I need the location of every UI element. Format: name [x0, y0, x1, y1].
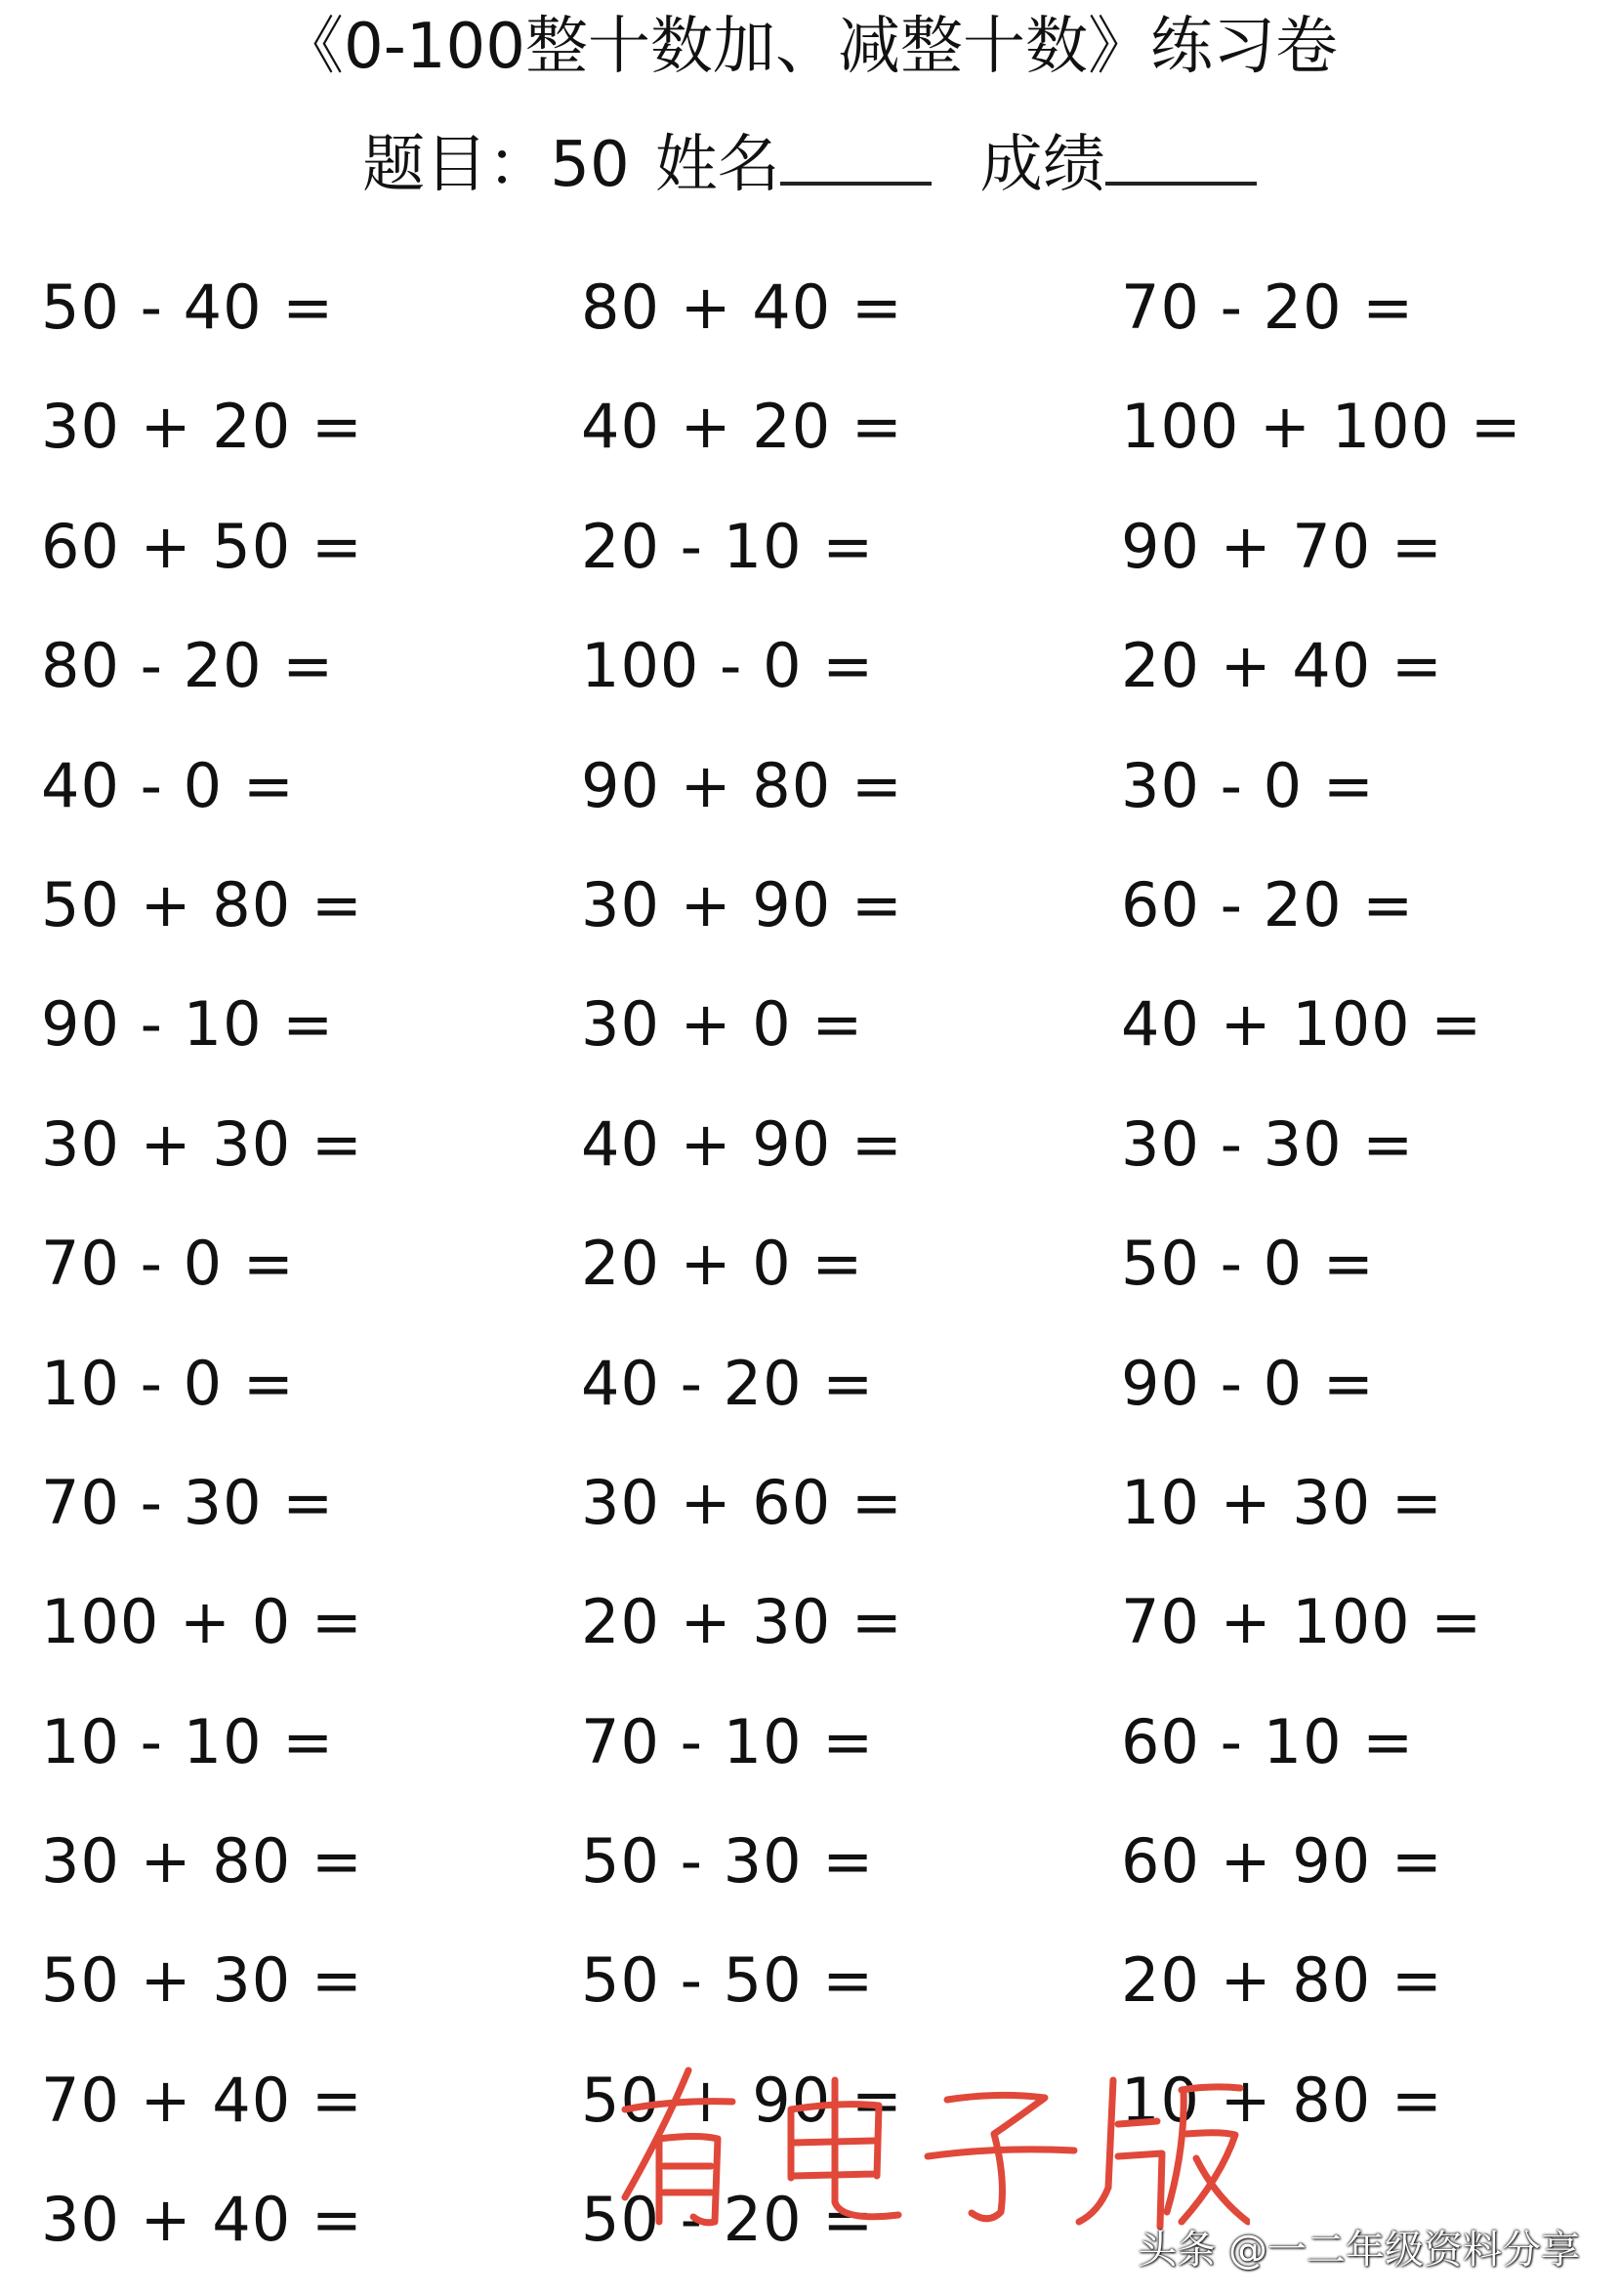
problem-item: 70 + 100 =	[1121, 1586, 1483, 1658]
problem-item: 60 - 10 =	[1121, 1705, 1415, 1777]
problem-item: 20 + 40 =	[1121, 630, 1443, 702]
score-label: 成绩	[979, 129, 1105, 201]
problem-item: 100 + 100 =	[1121, 391, 1522, 463]
problem-item: 50 - 0 =	[1121, 1228, 1375, 1300]
problem-item: 30 - 30 =	[1121, 1107, 1415, 1180]
problem-item: 70 - 0 =	[41, 1228, 295, 1300]
problem-item: 40 + 90 =	[581, 1107, 903, 1180]
problem-item: 30 + 60 =	[581, 1466, 903, 1538]
worksheet-title: 《0-100整十数加、减整十数》练习卷	[281, 11, 1338, 83]
problem-item: 30 + 30 =	[41, 1107, 363, 1180]
problem-item: 30 + 20 =	[41, 391, 363, 463]
problem-item: 100 - 0 =	[581, 630, 875, 702]
problem-item: 20 - 10 =	[581, 510, 875, 582]
problem-item: 60 + 90 =	[1121, 1825, 1443, 1898]
problem-item: 60 + 50 =	[41, 510, 363, 582]
worksheet-info-line	[0, 125, 1619, 204]
problem-item: 10 - 10 =	[41, 1705, 335, 1777]
problem-item: 90 + 70 =	[1121, 510, 1443, 582]
problem-grid	[41, 264, 1584, 2296]
problem-item: 60 - 20 =	[1121, 868, 1415, 940]
problem-item: 30 - 0 =	[1121, 749, 1375, 821]
problem-item: 30 + 0 =	[581, 988, 864, 1061]
problem-item: 50 + 90 =	[581, 2064, 903, 2136]
problem-item: 90 - 10 =	[41, 988, 335, 1061]
problem-item: 20 + 0 =	[581, 1228, 864, 1300]
problem-item: 10 + 80 =	[1121, 2064, 1443, 2136]
problem-item: 20 + 80 =	[1121, 1944, 1443, 2017]
problem-item: 50 + 30 =	[41, 1944, 363, 2017]
problem-item: 40 - 20 =	[581, 1347, 875, 1419]
problem-item: 80 - 20 =	[41, 630, 335, 702]
name-blank[interactable]	[780, 125, 932, 186]
score-blank[interactable]	[1105, 125, 1257, 186]
problem-item: 40 - 0 =	[41, 749, 295, 821]
problem-item: 70 - 30 =	[41, 1466, 335, 1538]
problem-item: 40 + 20 =	[581, 391, 903, 463]
problem-item: 90 - 0 =	[1121, 1347, 1375, 1419]
problem-item: 40 + 100 =	[1121, 988, 1483, 1061]
problem-item: 10 - 0 =	[41, 1347, 295, 1419]
name-label: 姓名	[654, 129, 780, 201]
problem-item: 30 + 80 =	[41, 1825, 363, 1898]
problem-item: 50 - 50 =	[581, 1944, 875, 2017]
problem-item: 70 + 40 =	[41, 2064, 363, 2136]
problem-item: 90 + 80 =	[581, 749, 903, 821]
problem-item: 80 + 40 =	[581, 271, 903, 343]
problem-item: 70 - 20 =	[1121, 271, 1415, 343]
problem-item: 50 + 80 =	[41, 868, 363, 940]
problem-item: 30 + 40 =	[41, 2184, 363, 2256]
source-watermark: 头条 @一二年级资料分享	[1138, 2228, 1580, 2273]
problem-item: 70 - 10 =	[581, 1705, 875, 1777]
problem-item: 50 - 40 =	[41, 271, 335, 343]
problem-item: 10 + 30 =	[1121, 1466, 1443, 1538]
problem-item: 50 - 20 =	[581, 2184, 875, 2256]
problem-item: 50 - 30 =	[581, 1825, 875, 1898]
question-count-label: 题目：50	[362, 129, 630, 201]
problem-item: 100 + 0 =	[41, 1586, 363, 1658]
problem-item: 30 + 90 =	[581, 868, 903, 940]
problem-item: 20 + 30 =	[581, 1586, 903, 1658]
